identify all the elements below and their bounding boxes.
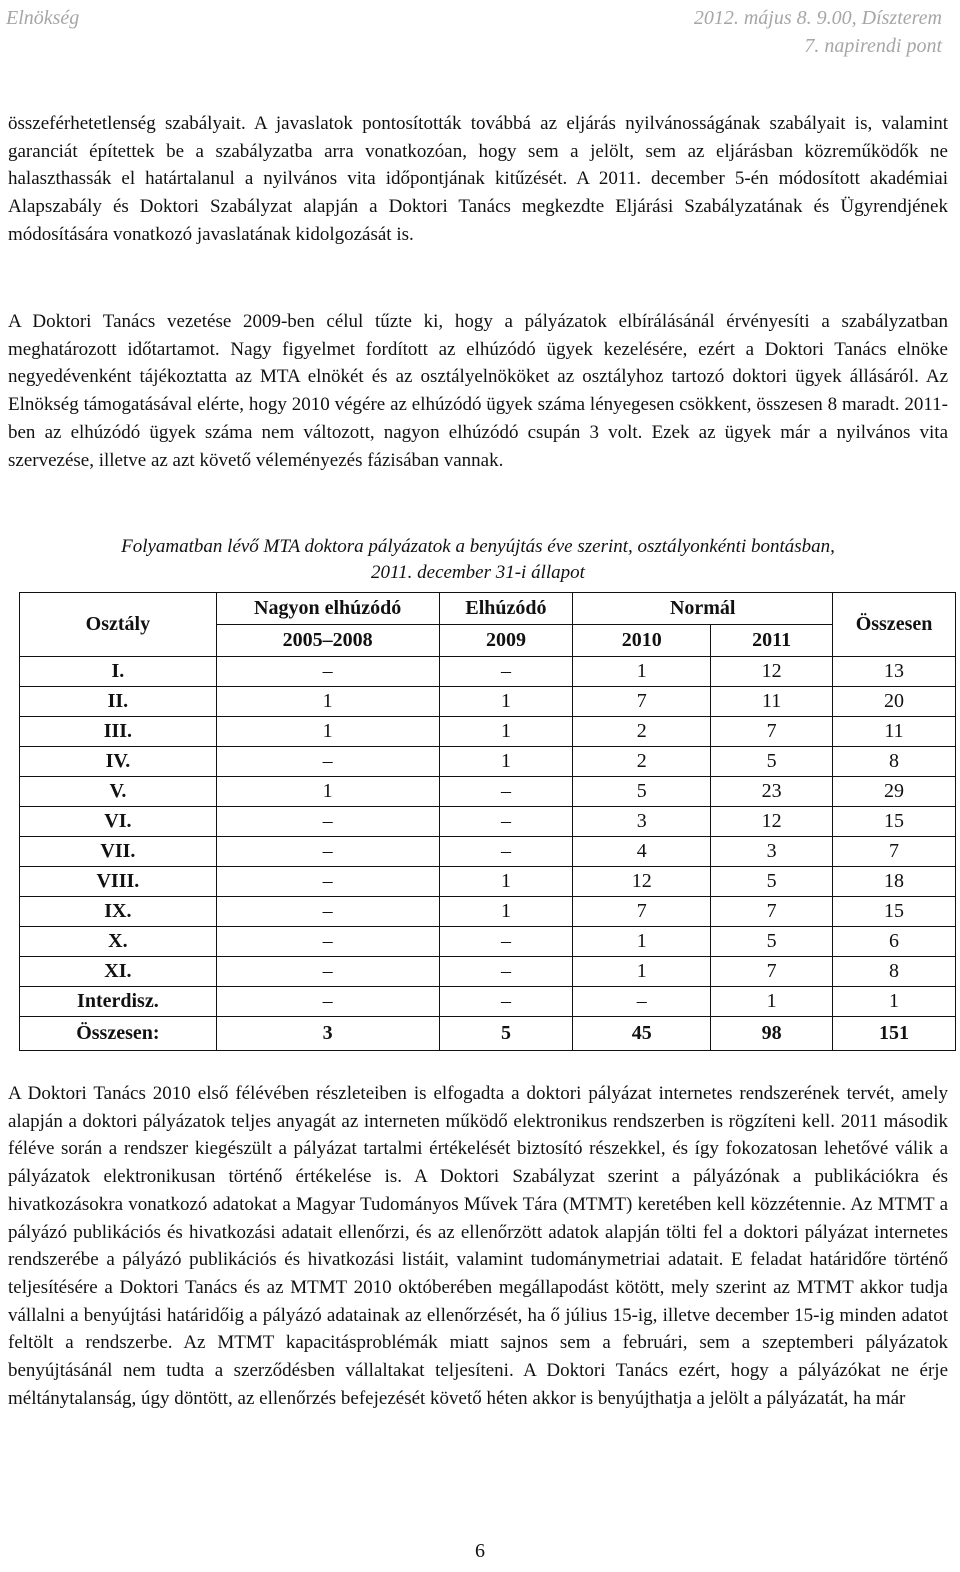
table-cell: 7	[573, 687, 711, 717]
table-row	[20, 957, 956, 987]
table-cell: –	[216, 747, 439, 777]
col-header-department: Osztály	[20, 593, 217, 657]
table-cell: 18	[833, 867, 956, 897]
table-caption-line1: Folyamatban lévő MTA doktora pályázatok a benyújtás éve szerint, osztályonkénti bontásban,	[121, 536, 835, 557]
table-cell: 15	[833, 897, 956, 927]
table-cell: –	[216, 867, 439, 897]
table-row	[20, 897, 956, 927]
table-header-row	[20, 593, 956, 625]
col-header-years-2005-2008: 2005–2008	[216, 625, 439, 657]
table-cell: 11	[711, 687, 833, 717]
table-cell: 1	[711, 987, 833, 1017]
table-cell: –	[216, 927, 439, 957]
table-row	[20, 747, 956, 777]
applications-table	[19, 592, 956, 1051]
table-cell: 5	[711, 927, 833, 957]
table-cell: 1	[216, 777, 439, 807]
col-header-normal: Normál	[573, 593, 833, 625]
page-header	[6, 4, 942, 58]
table-cell: 12	[573, 867, 711, 897]
table-cell: 8	[833, 957, 956, 987]
table-cell: 4	[573, 837, 711, 867]
table-cell: 151	[833, 1017, 956, 1051]
table-cell: 1	[216, 687, 439, 717]
table-cell: 1	[833, 987, 956, 1017]
table-cell: –	[439, 987, 573, 1017]
table-row	[20, 867, 956, 897]
header-date-venue: 2012. május 8. 9.00, Díszterem	[693, 7, 942, 29]
table-cell: 12	[711, 657, 833, 687]
table-body	[20, 657, 956, 1017]
table-cell: 7	[573, 897, 711, 927]
table-cell: 1	[439, 687, 573, 717]
table-cell: 5	[573, 777, 711, 807]
table-row	[20, 987, 956, 1017]
table-cell: –	[439, 807, 573, 837]
table-cell: 1	[439, 897, 573, 927]
table-cell: 5	[439, 1017, 573, 1051]
table-cell: IV.	[20, 747, 217, 777]
table-cell: –	[216, 987, 439, 1017]
table-cell: III.	[20, 717, 217, 747]
table-cell: I.	[20, 657, 217, 687]
table-cell: –	[439, 927, 573, 957]
table-cell: –	[216, 957, 439, 987]
table-cell: 1	[216, 717, 439, 747]
table-row	[20, 717, 956, 747]
table-cell: –	[216, 837, 439, 867]
table-cell: VIII.	[20, 867, 217, 897]
paragraph-online-system: A Doktori Tanács 2010 első félévében részleteiben is elfogadta a doktori pályázat internetes rendszerének tervét, amely alapján a doktori pályázatok teljes anyagát az interneten működő elektronikus rendszerben is rögzíteni kell. 2011 második féléve során a rendszer kiegészült a pályázat tartalmi értékelését biztosító részekkel, és így fokozatosan lehetővé válik a pályázatok elektronikusan történő értékelése is. A Doktori Szabályzat szerint a pályázónak a publikációkra és hivatkozásokra vonatkozó adatokat a Magyar Tudományos Művek Tára (MTMT) keretében kell közzétennie. Az MTMT a pályázó publikációs és hivatkozási adatait ellenőrzi, és az ellenőrzött adatok alapján tölti fel a doktori pályázat internetes rendszerébe a pályázó publikációs és hivatkozási listáit, valamint tudománymetriai adatait. E feladat határidőre történő teljesítésére a Doktori Tanács és az MTMT 2010 októberében megállapodást kötött, mely szerint az MTMT akkor tudja vállalni a benyújtási határidőig a pályázó adatainak az ellenőrzését, ha ő július 15-ig, illetve december 15-ig minden adatot feltölt a rendszerbe. Az MTMT kapacitásproblémák miatt sajnos sem a februári, sem a szeptemberi pályázatok benyújtásánál nem tudta a szerződésben vállaltakat teljesíteni. A Doktori Tanács ezért, hogy a pályázókat ne érje méltánytalanság, úgy döntött, az ellenőrzés befejezését követő héten akkor is benyújthatja a jelölt a pályázatát, ha már	[8, 1083, 948, 1409]
table-cell: 7	[833, 837, 956, 867]
table-row	[20, 777, 956, 807]
table-cell: 3	[573, 807, 711, 837]
table-cell: II.	[20, 687, 217, 717]
table-cell: 29	[833, 777, 956, 807]
col-header-very-delayed: Nagyon elhúzódó	[216, 593, 439, 625]
table-cell: 98	[711, 1017, 833, 1051]
table-cell: –	[216, 807, 439, 837]
table-total-row	[20, 1017, 956, 1051]
table-cell: –	[216, 657, 439, 687]
table-row	[20, 837, 956, 867]
col-header-year-2011: 2011	[711, 625, 833, 657]
table-cell: –	[439, 777, 573, 807]
table-cell: VII.	[20, 837, 217, 867]
table-row	[20, 927, 956, 957]
paragraph-delayed-cases: A Doktori Tanács vezetése 2009-ben célul tűzte ki, hogy a pályázatok elbírálásánál érvényesíti a szabályzatban meghatározott időtartamot. Nagy figyelmet fordított az elhúzódó ügyek kezelésére, ezért a Doktori Tanács elnöke negyedévenként tájékoztatta az MTA elnökét és az osztályelnököket az osztályhoz tartozó doktori ügyek állásáról. Az Elnökség támogatásával elérte, hogy 2010 végére az elhúzódó ügyek száma lényegesen csökkent, összesen 8 maradt. 2011-ben az elhúzódó ügyek száma nem változott, nagyon elhúzódó csupán 3 volt. Ezek az ügyek már a nyilvános vita szervezése, illetve az azt követő véleményezés fázisában vannak.	[8, 311, 948, 471]
table-caption	[8, 534, 948, 586]
table-cell: 1	[439, 717, 573, 747]
table-cell: 5	[711, 867, 833, 897]
table-cell: VI.	[20, 807, 217, 837]
table-cell: 15	[833, 807, 956, 837]
header-meeting-info	[694, 4, 942, 60]
table-cell: 1	[573, 927, 711, 957]
page-number: 6	[475, 1540, 485, 1562]
table-row	[20, 807, 956, 837]
table-cell: 7	[711, 717, 833, 747]
table-cell: X.	[20, 927, 217, 957]
col-header-delayed: Elhúzódó	[439, 593, 573, 625]
table-row	[20, 687, 956, 717]
col-header-total: Összesen	[833, 593, 956, 657]
table-cell: 12	[711, 807, 833, 837]
table-cell: IX.	[20, 897, 217, 927]
table-cell: –	[573, 987, 711, 1017]
table-cell: 5	[711, 747, 833, 777]
table-caption-line2: 2011. december 31-i állapot	[371, 562, 585, 583]
col-header-year-2009: 2009	[439, 625, 573, 657]
table-cell: 2	[573, 747, 711, 777]
header-section-title: Elnökség	[6, 7, 80, 29]
table-cell: 3	[216, 1017, 439, 1051]
table-cell: V.	[20, 777, 217, 807]
table-cell: 23	[711, 777, 833, 807]
table-cell: 1	[439, 867, 573, 897]
table-cell: –	[439, 837, 573, 867]
table-cell: 1	[573, 657, 711, 687]
table-cell: 45	[573, 1017, 711, 1051]
table-cell: Összesen:	[20, 1017, 217, 1051]
table-cell: 3	[711, 837, 833, 867]
table-cell: 7	[711, 897, 833, 927]
table-cell: 2	[573, 717, 711, 747]
header-agenda-item: 7. napirendi pont	[804, 35, 942, 57]
table-cell: –	[216, 897, 439, 927]
col-header-year-2010: 2010	[573, 625, 711, 657]
table-cell: 13	[833, 657, 956, 687]
table-cell: 1	[573, 957, 711, 987]
table-row	[20, 657, 956, 687]
table-cell: –	[439, 957, 573, 987]
table-cell: XI.	[20, 957, 217, 987]
table-cell: Interdisz.	[20, 987, 217, 1017]
table-cell: 8	[833, 747, 956, 777]
table-cell: 11	[833, 717, 956, 747]
table-cell: 6	[833, 927, 956, 957]
table-cell: 1	[439, 747, 573, 777]
paragraph-rules: összeférhetetlenség szabályait. A javaslatok pontosították továbbá az eljárás nyilvánosságának szabályait is, valamint garanciát építettek be a szabályzatba arra vonatkozóan, hogy sem a jelölt, sem az eljárásban közreműködők ne halaszthassák el határtalanul a nyilvános vita időpontjának kitűzését. A 2011. december 5-én módosított akadémiai Alapszabály és Doktori Szabályzat alapján a Doktori Tanács megkezdte Eljárási Szabályzatának és Ügyrendjének módosítására vonatkozó javaslatának kidolgozását is.	[8, 113, 948, 245]
table-cell: 7	[711, 957, 833, 987]
table-cell: 20	[833, 687, 956, 717]
table-cell: –	[439, 657, 573, 687]
